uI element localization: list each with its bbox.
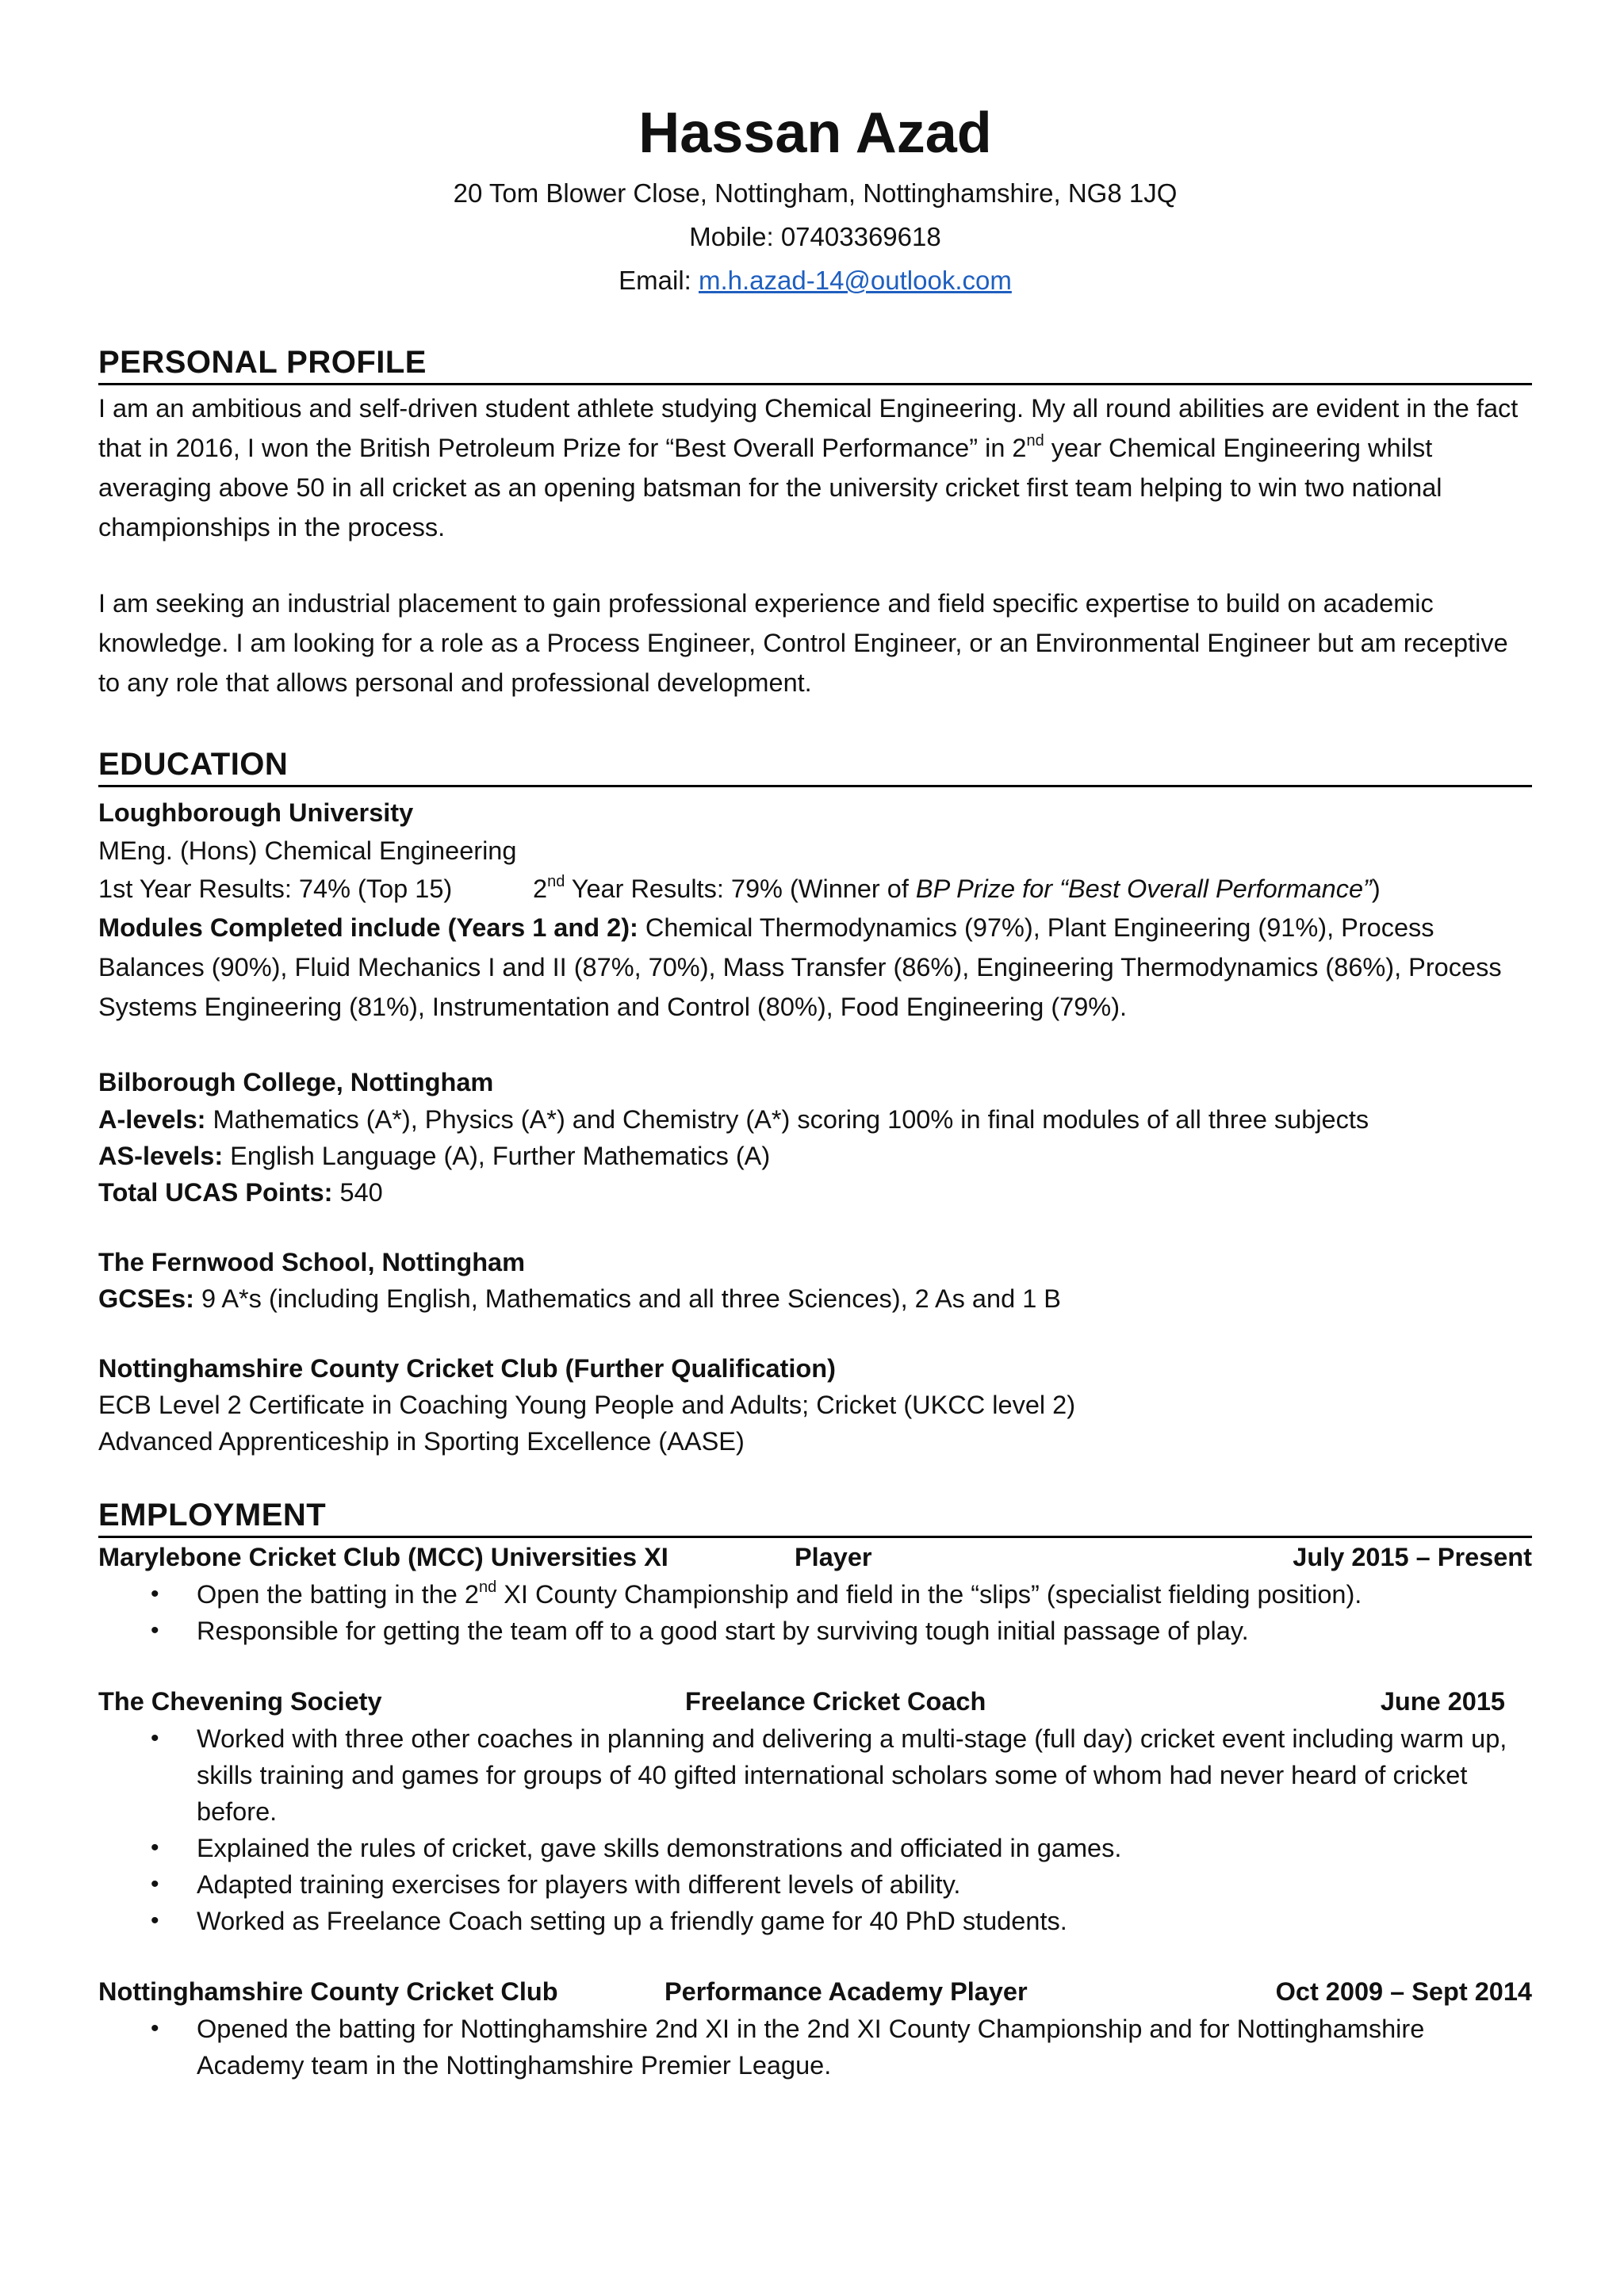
year2-text-b: Year Results: 79% (Winner of xyxy=(565,874,916,903)
candidate-name: Hassan Azad xyxy=(638,101,992,165)
job-bullets xyxy=(98,2011,1532,2084)
spacer xyxy=(98,1317,1532,1350)
aslevels-text: English Language (A), Further Mathematics (A) xyxy=(223,1142,771,1170)
email-label: Email: xyxy=(619,266,691,295)
job-bullets xyxy=(98,1576,1532,1649)
job-date: July 2015 – Present xyxy=(1293,1543,1532,1571)
year2-sup: nd xyxy=(547,873,565,890)
list-item xyxy=(98,1903,1532,1939)
cricket-qualification-name: Nottinghamshire County Cricket Club (Further Qualification) xyxy=(98,1354,836,1383)
bullet-icon: • xyxy=(151,1581,159,1607)
address: 20 Tom Blower Close, Nottingham, Nottinghamshire, NG8 1JQ xyxy=(453,178,1178,208)
mobile-label: Mobile: xyxy=(689,222,774,251)
section-title-personal-profile: PERSONAL PROFILE xyxy=(98,343,1532,385)
contact-block xyxy=(98,171,1532,302)
cricket-qualification-line-2: Advanced Apprenticeship in Sporting Excellence (AASE) xyxy=(98,1427,745,1456)
list-item xyxy=(98,1720,1532,1830)
bullet-icon: • xyxy=(151,2015,159,2042)
gcse-line xyxy=(98,1280,1532,1317)
bullet-text-a: Open the batting in the 2 xyxy=(197,1580,479,1609)
resume-page xyxy=(98,95,1532,2084)
bullet-icon: • xyxy=(151,1908,159,1934)
ucas-text: 540 xyxy=(332,1178,383,1207)
bullet-text: Adapted training exercises for players with different levels of ability. xyxy=(197,1870,961,1899)
job-org: Marylebone Cricket Club (MCC) Universities XI xyxy=(98,1543,668,1571)
bullet-text: Worked with three other coaches in planning and delivering a multi-stage (full day) cricket event including warm up, skills training and games for groups of 40 gifted international scholars some of whom had never heard of cricket before. xyxy=(197,1724,1507,1826)
alevels-label: A-levels: xyxy=(98,1105,206,1134)
gcse-text: 9 A*s (including English, Mathematics and all three Sciences), 2 As and 1 B xyxy=(194,1284,1061,1313)
bullet-text: Responsible for getting the team off to a good start by surviving tough initial passage of play. xyxy=(197,1617,1249,1645)
profile-paragraph-1 xyxy=(98,388,1532,547)
spacer xyxy=(98,1939,1532,1973)
profile-paragraph-2: I am seeking an industrial placement to gain professional experience and field specific expertise to build on academic knowledge. I am looking for a role as a Process Engineer, Control Engineer, or an Environmental Engineer but am receptive to any role that allows personal and professional development. xyxy=(98,589,1508,697)
email-line xyxy=(98,258,1532,302)
year2-text-c: ) xyxy=(1371,874,1381,903)
year2-prize: BP Prize for “Best Overall Performance” xyxy=(915,874,1372,903)
bullet-text: Worked as Freelance Coach setting up a friendly game for 40 PhD students. xyxy=(197,1907,1067,1935)
uni-results xyxy=(98,870,1532,908)
year1-results: 1st Year Results: 74% (Top 15) xyxy=(98,874,453,903)
modules-label: Modules Completed include (Years 1 and 2): xyxy=(98,913,638,942)
uni-name: Loughborough University xyxy=(98,798,414,827)
school-name: The Fernwood School, Nottingham xyxy=(98,1248,526,1276)
ucas-line xyxy=(98,1174,1532,1211)
list-item xyxy=(98,1830,1532,1866)
email-link[interactable]: m.h.azad-14@outlook.com xyxy=(699,266,1012,295)
bullet-icon: • xyxy=(151,1871,159,1897)
cricket-qualification-line-1: ECB Level 2 Certificate in Coaching Young People and Adults; Cricket (UKCC level 2) xyxy=(98,1391,1076,1419)
aslevels-label: AS-levels: xyxy=(98,1142,224,1170)
profile-p1-sup: nd xyxy=(1026,432,1044,450)
job-role: Performance Academy Player xyxy=(665,1977,1028,2006)
profile-p1-text-b: year Chemical Engineering whilst averaging above 50 in all cricket as an opening batsman for the university cricket first team helping to win two national championships in the process. xyxy=(98,434,1442,541)
list-item xyxy=(98,1576,1532,1613)
ucas-label: Total UCAS Points: xyxy=(98,1178,333,1207)
job-org: The Chevening Society xyxy=(98,1687,382,1716)
job-date: Oct 2009 – Sept 2014 xyxy=(1275,1977,1532,2006)
profile-p1-text-a: I am an ambitious and self-driven student athlete studying Chemical Engineering. My all round abilities are evident in the fact that in 2016, I won the British Petroleum Prize for “Best Overall Performance” in 2 xyxy=(98,394,1519,462)
section-title-employment: EMPLOYMENT xyxy=(98,1496,1532,1538)
job-date: June 2015 xyxy=(1380,1687,1505,1716)
job-heading xyxy=(98,1973,1532,2011)
section-title-education: EDUCATION xyxy=(98,745,1532,787)
bullet-text-b: XI County Championship and field in the “slips” (specialist fielding position). xyxy=(496,1580,1362,1609)
bullet-icon: • xyxy=(151,1835,159,1861)
bullet-sup: nd xyxy=(478,1578,497,1596)
modules-text: Chemical Thermodynamics (97%), Plant Engineering (91%), Process Balances (90%), Fluid Mechanics I and II (87%, 70%), Mass Transfer (86%), Engineering Thermodynamics (86%), Process Systems Engineering (81%), Instrumentation and Control (80%), Food Engineering (79%). xyxy=(98,913,1502,1021)
year2-text-a: 2 xyxy=(533,874,548,903)
bullet-text: Explained the rules of cricket, gave skills demonstrations and officiated in games. xyxy=(197,1834,1122,1862)
modules-paragraph xyxy=(98,908,1532,1027)
job-role: Freelance Cricket Coach xyxy=(685,1687,986,1716)
year2-results xyxy=(533,870,1381,908)
list-item xyxy=(98,1866,1532,1903)
spacer xyxy=(98,1649,1532,1682)
bullet-text: Opened the batting for Nottinghamshire 2nd XI in the 2nd XI County Championship and for Nottinghamshire Academy team in the Nottinghamshire Premier League. xyxy=(197,2015,1425,2080)
job-heading xyxy=(98,1682,1532,1720)
uni-degree: MEng. (Hons) Chemical Engineering xyxy=(98,836,517,865)
spacer xyxy=(98,1027,1532,1063)
mobile-number: 07403369618 xyxy=(780,222,941,251)
job-heading xyxy=(98,1538,1532,1576)
spacer xyxy=(98,1211,1532,1244)
college-name: Bilborough College, Nottingham xyxy=(98,1068,494,1096)
bullet-icon: • xyxy=(151,1725,159,1751)
list-item xyxy=(98,1613,1532,1649)
bullet-icon: • xyxy=(151,1617,159,1644)
aslevels-line xyxy=(98,1138,1532,1174)
job-role: Player xyxy=(795,1543,872,1571)
alevels-text: Mathematics (A*), Physics (A*) and Chemistry (A*) scoring 100% in final modules of all three subjects xyxy=(205,1105,1369,1134)
alevels-line xyxy=(98,1101,1532,1138)
spacer xyxy=(98,547,1532,584)
mobile-line xyxy=(98,215,1532,258)
job-bullets xyxy=(98,1720,1532,1939)
list-item xyxy=(98,2011,1532,2084)
gcse-label: GCSEs: xyxy=(98,1284,195,1313)
job-org: Nottinghamshire County Cricket Club xyxy=(98,1977,558,2006)
